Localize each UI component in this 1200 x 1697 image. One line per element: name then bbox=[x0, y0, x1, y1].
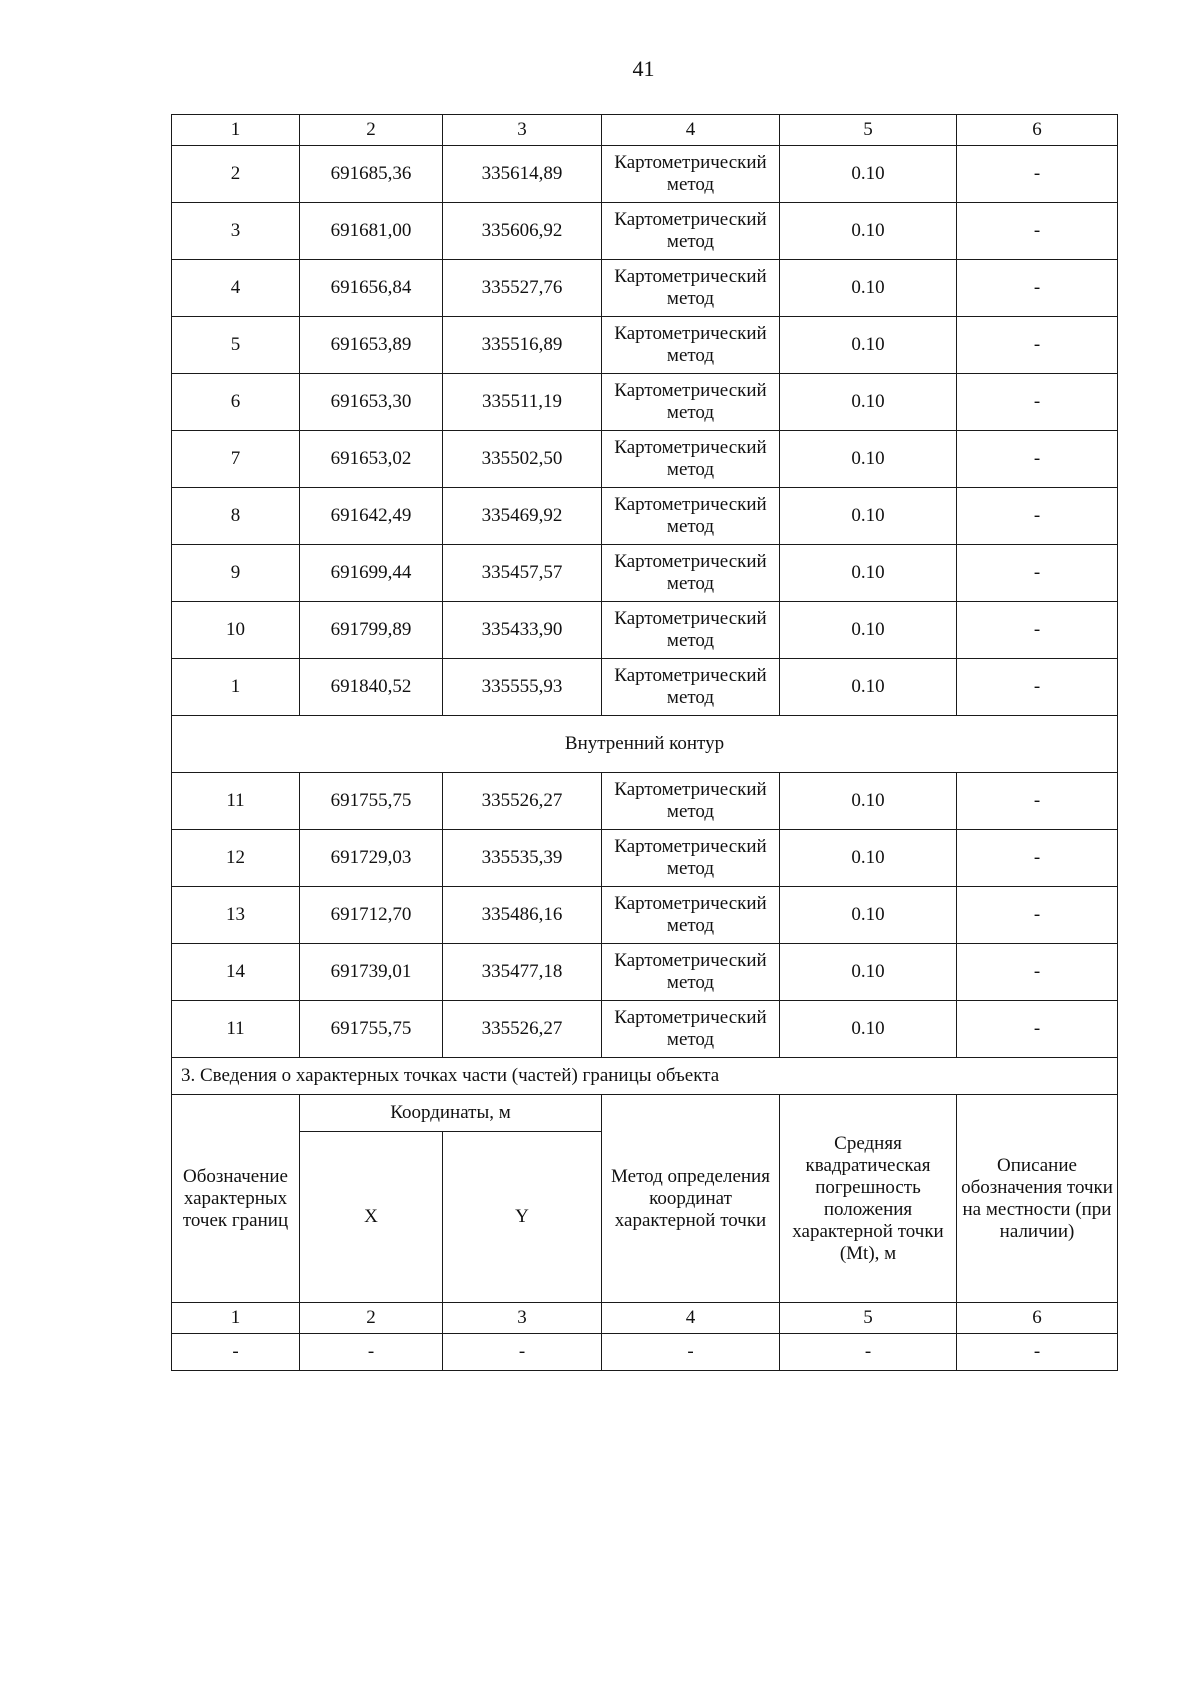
method-line: Картометрический bbox=[614, 152, 767, 173]
empty-cell: - bbox=[172, 1334, 300, 1371]
y-cell: 335526,27 bbox=[443, 773, 602, 830]
method-line: Картометрический bbox=[614, 836, 767, 857]
desc-cell: - bbox=[957, 944, 1118, 1001]
desc-cell: - bbox=[957, 830, 1118, 887]
method-line: Картометрический bbox=[614, 380, 767, 401]
column-number-row bbox=[172, 1303, 1118, 1334]
mt-cell: 0.10 bbox=[780, 431, 957, 488]
method-line: Картометрический bbox=[614, 608, 767, 629]
table-row bbox=[172, 431, 1118, 488]
x-cell: 691755,75 bbox=[300, 773, 443, 830]
method-line: Картометрический bbox=[614, 893, 767, 914]
inner-contour-row bbox=[172, 716, 1118, 773]
table-row bbox=[172, 944, 1118, 1001]
y-cell: 335502,50 bbox=[443, 431, 602, 488]
point-cell: 9 bbox=[172, 545, 300, 602]
desc-cell: - bbox=[957, 431, 1118, 488]
method-line: метод bbox=[666, 630, 715, 651]
method-cell bbox=[602, 944, 780, 1001]
point-cell: 11 bbox=[172, 1001, 300, 1058]
mt-cell: 0.10 bbox=[780, 602, 957, 659]
column-number: 1 bbox=[172, 115, 300, 146]
method-cell bbox=[602, 203, 780, 260]
column-number: 2 bbox=[300, 115, 443, 146]
method-line: Картометрический bbox=[614, 779, 767, 800]
y-cell: 335535,39 bbox=[443, 830, 602, 887]
method-line: метод bbox=[666, 573, 715, 594]
method-cell bbox=[602, 773, 780, 830]
column-number: 4 bbox=[602, 115, 780, 146]
y-cell: 335457,57 bbox=[443, 545, 602, 602]
method-line: Картометрический bbox=[614, 437, 767, 458]
point-cell: 12 bbox=[172, 830, 300, 887]
empty-cell: - bbox=[957, 1334, 1118, 1371]
header-row bbox=[172, 1095, 1118, 1132]
desc-cell: - bbox=[957, 545, 1118, 602]
desc-cell: - bbox=[957, 317, 1118, 374]
y-cell: 335606,92 bbox=[443, 203, 602, 260]
table-row bbox=[172, 260, 1118, 317]
section-caption: 3. Сведения о характерных точках части (частей) границы объекта bbox=[172, 1058, 1118, 1095]
point-cell: 1 bbox=[172, 659, 300, 716]
empty-cell: - bbox=[443, 1334, 602, 1371]
point-cell: 5 bbox=[172, 317, 300, 374]
y-cell: 335433,90 bbox=[443, 602, 602, 659]
mt-cell: 0.10 bbox=[780, 830, 957, 887]
mt-cell: 0.10 bbox=[780, 488, 957, 545]
table-row bbox=[172, 887, 1118, 944]
method-cell bbox=[602, 659, 780, 716]
section-caption-row bbox=[172, 1058, 1118, 1095]
column-number: 1 bbox=[172, 1303, 300, 1334]
x-cell: 691729,03 bbox=[300, 830, 443, 887]
method-line: Картометрический bbox=[614, 1007, 767, 1028]
mt-cell: 0.10 bbox=[780, 545, 957, 602]
desc-cell: - bbox=[957, 1001, 1118, 1058]
method-line: метод bbox=[666, 231, 715, 252]
column-number: 5 bbox=[780, 1303, 957, 1334]
empty-cell: - bbox=[602, 1334, 780, 1371]
y-cell: 335469,92 bbox=[443, 488, 602, 545]
x-cell: 691656,84 bbox=[300, 260, 443, 317]
method-line: метод bbox=[666, 345, 715, 366]
point-cell: 7 bbox=[172, 431, 300, 488]
y-cell: 335516,89 bbox=[443, 317, 602, 374]
x-cell: 691712,70 bbox=[300, 887, 443, 944]
point-cell: 13 bbox=[172, 887, 300, 944]
point-cell: 11 bbox=[172, 773, 300, 830]
mt-cell: 0.10 bbox=[780, 944, 957, 1001]
method-line: Картометрический bbox=[614, 494, 767, 515]
method-cell bbox=[602, 830, 780, 887]
column-number-row bbox=[172, 115, 1118, 146]
header-description: Описание обозначения точки на местности (при наличии) bbox=[957, 1095, 1118, 1303]
method-line: метод bbox=[666, 402, 715, 423]
method-cell bbox=[602, 602, 780, 659]
inner-contour-label: Внутренний контур bbox=[172, 716, 1118, 773]
method-line: метод bbox=[666, 516, 715, 537]
table-row bbox=[172, 488, 1118, 545]
desc-cell: - bbox=[957, 203, 1118, 260]
column-number: 5 bbox=[780, 115, 957, 146]
desc-cell: - bbox=[957, 488, 1118, 545]
desc-cell: - bbox=[957, 146, 1118, 203]
method-line: Картометрический bbox=[614, 950, 767, 971]
table-row bbox=[172, 1001, 1118, 1058]
header-y: Y bbox=[443, 1132, 602, 1303]
point-cell: 4 bbox=[172, 260, 300, 317]
table-row bbox=[172, 602, 1118, 659]
method-line: Картометрический bbox=[614, 665, 767, 686]
desc-cell: - bbox=[957, 773, 1118, 830]
point-cell: 8 bbox=[172, 488, 300, 545]
method-line: метод bbox=[666, 972, 715, 993]
mt-cell: 0.10 bbox=[780, 773, 957, 830]
table-row bbox=[172, 830, 1118, 887]
method-cell bbox=[602, 488, 780, 545]
method-line: метод bbox=[666, 1029, 715, 1050]
header-method: Метод определения координат характерной точки bbox=[602, 1095, 780, 1303]
y-cell: 335555,93 bbox=[443, 659, 602, 716]
y-cell: 335477,18 bbox=[443, 944, 602, 1001]
x-cell: 691685,36 bbox=[300, 146, 443, 203]
y-cell: 335486,16 bbox=[443, 887, 602, 944]
mt-cell: 0.10 bbox=[780, 260, 957, 317]
empty-cell: - bbox=[300, 1334, 443, 1371]
point-cell: 6 bbox=[172, 374, 300, 431]
column-number: 4 bbox=[602, 1303, 780, 1334]
method-cell bbox=[602, 545, 780, 602]
mt-cell: 0.10 bbox=[780, 659, 957, 716]
x-cell: 691699,44 bbox=[300, 545, 443, 602]
x-cell: 691642,49 bbox=[300, 488, 443, 545]
x-cell: 691739,01 bbox=[300, 944, 443, 1001]
mt-cell: 0.10 bbox=[780, 374, 957, 431]
desc-cell: - bbox=[957, 602, 1118, 659]
mt-cell: 0.10 bbox=[780, 146, 957, 203]
x-cell: 691799,89 bbox=[300, 602, 443, 659]
mt-cell: 0.10 bbox=[780, 1001, 957, 1058]
column-number: 6 bbox=[957, 115, 1118, 146]
method-line: метод bbox=[666, 174, 715, 195]
column-number: 2 bbox=[300, 1303, 443, 1334]
method-cell bbox=[602, 146, 780, 203]
x-cell: 691681,00 bbox=[300, 203, 443, 260]
table-row bbox=[172, 773, 1118, 830]
coordinates-table bbox=[171, 114, 1118, 1371]
header-mt: Средняя квадратическая погрешность положения характерной точки (Mt), м bbox=[780, 1095, 957, 1303]
mt-cell: 0.10 bbox=[780, 317, 957, 374]
method-line: метод bbox=[666, 687, 715, 708]
table-row bbox=[172, 374, 1118, 431]
desc-cell: - bbox=[957, 887, 1118, 944]
page-number: 41 bbox=[632, 56, 655, 81]
x-cell: 691653,02 bbox=[300, 431, 443, 488]
table-row bbox=[172, 1334, 1118, 1371]
header-coordinates: Координаты, м bbox=[300, 1095, 602, 1132]
column-number: 3 bbox=[443, 115, 602, 146]
method-cell bbox=[602, 317, 780, 374]
point-cell: 14 bbox=[172, 944, 300, 1001]
x-cell: 691755,75 bbox=[300, 1001, 443, 1058]
x-cell: 691653,89 bbox=[300, 317, 443, 374]
desc-cell: - bbox=[957, 374, 1118, 431]
table-row bbox=[172, 545, 1118, 602]
method-line: метод bbox=[666, 858, 715, 879]
x-cell: 691653,30 bbox=[300, 374, 443, 431]
desc-cell: - bbox=[957, 260, 1118, 317]
point-cell: 2 bbox=[172, 146, 300, 203]
method-line: Картометрический bbox=[614, 266, 767, 287]
y-cell: 335614,89 bbox=[443, 146, 602, 203]
method-cell bbox=[602, 260, 780, 317]
header-point-designation: Обозначение характерных точек границ bbox=[172, 1095, 300, 1303]
method-cell bbox=[602, 887, 780, 944]
method-line: Картометрический bbox=[614, 323, 767, 344]
mt-cell: 0.10 bbox=[780, 887, 957, 944]
method-cell bbox=[602, 431, 780, 488]
method-cell bbox=[602, 374, 780, 431]
y-cell: 335526,27 bbox=[443, 1001, 602, 1058]
method-line: метод bbox=[666, 915, 715, 936]
y-cell: 335511,19 bbox=[443, 374, 602, 431]
table-row bbox=[172, 203, 1118, 260]
point-cell: 10 bbox=[172, 602, 300, 659]
table-row bbox=[172, 659, 1118, 716]
header-x: X bbox=[300, 1132, 443, 1303]
y-cell: 335527,76 bbox=[443, 260, 602, 317]
column-number: 6 bbox=[957, 1303, 1118, 1334]
point-cell: 3 bbox=[172, 203, 300, 260]
table-row bbox=[172, 146, 1118, 203]
x-cell: 691840,52 bbox=[300, 659, 443, 716]
method-line: метод bbox=[666, 288, 715, 309]
method-cell bbox=[602, 1001, 780, 1058]
desc-cell: - bbox=[957, 659, 1118, 716]
column-number: 3 bbox=[443, 1303, 602, 1334]
method-line: метод bbox=[666, 801, 715, 822]
method-line: Картометрический bbox=[614, 551, 767, 572]
method-line: метод bbox=[666, 459, 715, 480]
mt-cell: 0.10 bbox=[780, 203, 957, 260]
method-line: Картометрический bbox=[614, 209, 767, 230]
table-row bbox=[172, 317, 1118, 374]
empty-cell: - bbox=[780, 1334, 957, 1371]
